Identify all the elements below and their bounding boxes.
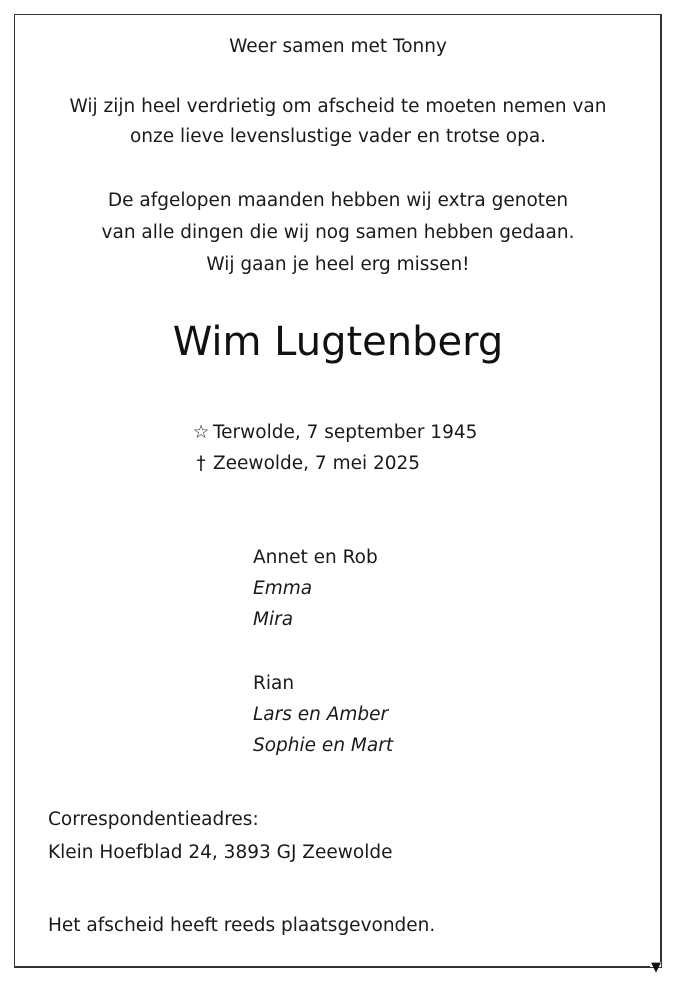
correspondence-address: Klein Hoefblad 24, 3893 GJ Zeewolde (48, 842, 393, 863)
intro-paragraph-line: onze lieve levenslustige vader en trotse opa. (129, 126, 547, 147)
closing-text: Het afscheid heeft reeds plaatsgevonden. (48, 915, 436, 936)
family-child: Lars en Amber (253, 704, 389, 725)
death-line (189, 449, 420, 479)
family-child: Emma (253, 578, 313, 599)
family-group (253, 668, 393, 761)
intro-paragraph-line: van alle dingen die wij nog samen hebben gedaan. (101, 222, 575, 243)
continue-arrow-icon: ▼ (651, 960, 661, 975)
cross-icon: † (196, 453, 206, 474)
family-parents: Annet en Rob (253, 547, 378, 568)
intro-paragraph-line: Wij zijn heel verdrietig om afscheid te moeten nemen van (69, 96, 607, 117)
family-child: Mira (253, 609, 294, 630)
intro-paragraph-line: De afgelopen maanden hebben wij extra genoten (107, 190, 569, 211)
star-icon: ☆ (192, 422, 210, 443)
frame-right-line (660, 14, 662, 962)
deceased-name: Wim Lugtenberg (172, 319, 504, 365)
family-parents: Rian (253, 673, 295, 694)
birth-line (189, 418, 477, 448)
intro-paragraph-line: Wij gaan je heel erg missen! (206, 254, 470, 275)
family-child: Sophie en Mart (253, 735, 394, 756)
intro-line: Weer samen met Tonny (229, 36, 447, 57)
family-group (253, 542, 378, 635)
correspondence-label: Correspondentieadres: (48, 809, 259, 830)
frame-bottom-line (14, 966, 650, 968)
birth-text: Terwolde, 7 september 1945 (213, 422, 478, 443)
death-text: Zeewolde, 7 mei 2025 (213, 453, 421, 474)
